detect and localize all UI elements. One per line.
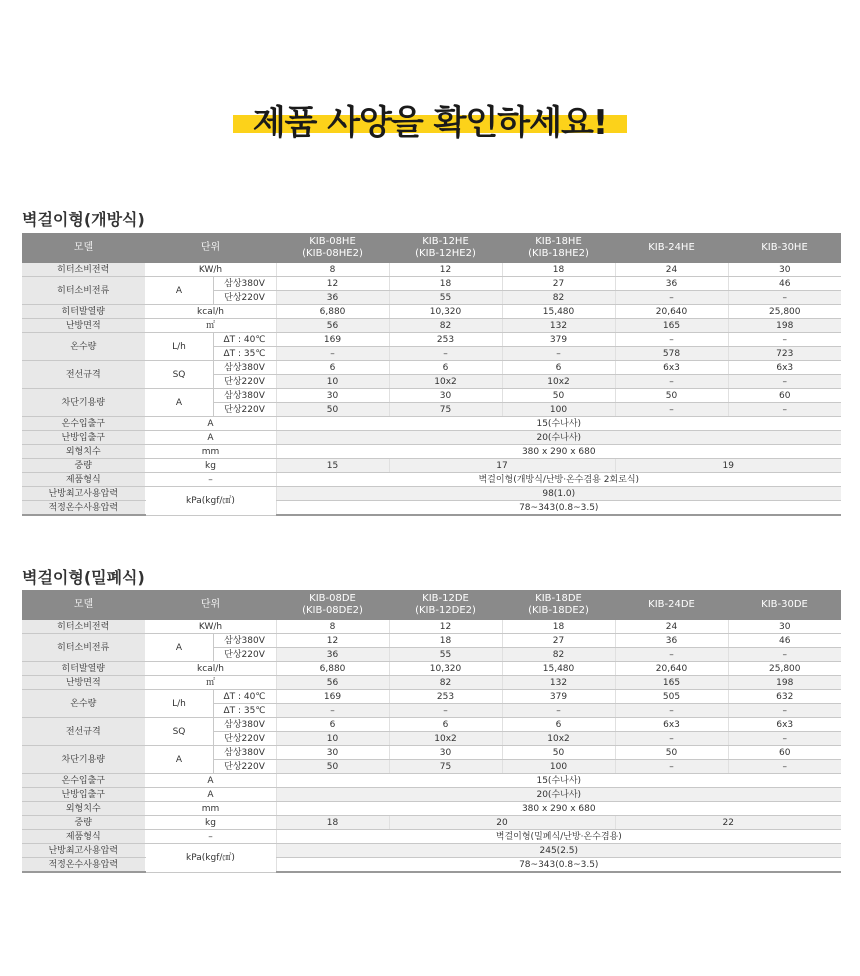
header-model-5: KIB-30HE (728, 233, 841, 263)
cell: 36 (276, 291, 389, 305)
model-alt: (KIB-08HE2) (302, 248, 363, 259)
cell: 6 (502, 718, 615, 732)
cell-merged: 17 (389, 459, 615, 473)
cell: 379 (502, 333, 615, 347)
cell: – (615, 333, 728, 347)
cell-merged: 78~343(0.8~3.5) (276, 501, 841, 516)
cell: 723 (728, 347, 841, 361)
cell: 55 (389, 291, 502, 305)
row-label: 히터발열량 (22, 662, 145, 676)
cell: – (502, 704, 615, 718)
cell: 18 (389, 634, 502, 648)
cell-merged: 380 x 290 x 680 (276, 445, 841, 459)
row-sub: 삼상380V (213, 361, 276, 375)
cell: 46 (728, 277, 841, 291)
row-optp (22, 501, 841, 516)
cell: – (615, 291, 728, 305)
row-unit: kg (145, 459, 276, 473)
header-row (22, 233, 841, 263)
cell: 18 (389, 277, 502, 291)
header-model-5: KIB-30DE (728, 590, 841, 620)
row-unit: ㎡ (145, 676, 276, 690)
cell: 198 (728, 319, 841, 333)
row-breaker-1 (22, 746, 841, 760)
cell: 198 (728, 676, 841, 690)
cell: 165 (615, 319, 728, 333)
cell-merged: 380 x 290 x 680 (276, 802, 841, 816)
cell-merged: 15(수나사) (276, 774, 841, 788)
row-sub: 단상220V (213, 375, 276, 389)
spec-table-closed (22, 590, 841, 873)
cell: 18 (502, 620, 615, 634)
cell: 60 (728, 746, 841, 760)
row-label: 외형치수 (22, 802, 145, 816)
cell: 253 (389, 333, 502, 347)
cell: 8 (276, 620, 389, 634)
cell: 56 (276, 676, 389, 690)
cell: 632 (728, 690, 841, 704)
row-dims (22, 802, 841, 816)
cell: 253 (389, 690, 502, 704)
row-sub: 삼상380V (213, 718, 276, 732)
cell: 6,880 (276, 305, 389, 319)
row-heat (22, 305, 841, 319)
row-unit: A (145, 431, 276, 445)
row-sub: 삼상380V (213, 277, 276, 291)
row-label: 온수량 (22, 690, 145, 718)
row-sub: 단상220V (213, 648, 276, 662)
row-unit: A (145, 389, 213, 417)
cell: 6 (389, 361, 502, 375)
row-label: 차단기용량 (22, 389, 145, 417)
cell: 169 (276, 690, 389, 704)
cell: – (276, 347, 389, 361)
row-label: 난방입출구 (22, 788, 145, 802)
cell-merged: 벽걸이형(밀폐식/난방·온수겸용) (276, 830, 841, 844)
cell: 12 (389, 263, 502, 277)
row-label: 적정온수사용압력 (22, 501, 145, 516)
row-unit: A (145, 788, 276, 802)
cell: – (728, 333, 841, 347)
cell-merged: 20(수나사) (276, 788, 841, 802)
cell: 60 (728, 389, 841, 403)
cell: 20,640 (615, 662, 728, 676)
row-sub: ΔT : 35℃ (213, 704, 276, 718)
row-label: 중량 (22, 459, 145, 473)
row-current-1 (22, 634, 841, 648)
cell: 55 (389, 648, 502, 662)
row-unit: SQ (145, 718, 213, 746)
row-unit: mm (145, 445, 276, 459)
row-power (22, 263, 841, 277)
cell: 18 (276, 816, 389, 830)
row-unit: – (145, 473, 276, 487)
row-label: 전선규격 (22, 361, 145, 389)
row-unit: L/h (145, 333, 213, 361)
row-current-1 (22, 277, 841, 291)
cell: 24 (615, 620, 728, 634)
cell: 6 (276, 718, 389, 732)
cell: 25,800 (728, 305, 841, 319)
cell: 6x3 (728, 718, 841, 732)
cell: 50 (615, 746, 728, 760)
cell: 50 (615, 389, 728, 403)
row-sub: 삼상380V (213, 389, 276, 403)
model-alt: (KIB-18DE2) (528, 605, 589, 616)
row-unit: SQ (145, 361, 213, 389)
row-sub: 삼상380V (213, 634, 276, 648)
header-model-3 (502, 233, 615, 263)
row-unit: KW/h (145, 620, 276, 634)
row-unit: kcal/h (145, 305, 276, 319)
cell: 50 (276, 760, 389, 774)
row-sub: 단상220V (213, 403, 276, 417)
row-unit: A (145, 277, 213, 305)
row-type (22, 830, 841, 844)
cell: 46 (728, 634, 841, 648)
cell: – (615, 375, 728, 389)
row-label: 전선규격 (22, 718, 145, 746)
model-alt: (KIB-08DE2) (302, 605, 363, 616)
model-name: KIB-08HE (309, 236, 356, 247)
row-label: 외형치수 (22, 445, 145, 459)
cell: 6 (502, 361, 615, 375)
cell: 6x3 (728, 361, 841, 375)
cell: 75 (389, 403, 502, 417)
cell: – (728, 760, 841, 774)
cell: – (728, 704, 841, 718)
row-water-1 (22, 690, 841, 704)
cell: 15,480 (502, 662, 615, 676)
row-label: 난방입출구 (22, 431, 145, 445)
row-sub: ΔT : 40℃ (213, 690, 276, 704)
row-unit: KW/h (145, 263, 276, 277)
row-breaker-1 (22, 389, 841, 403)
row-label: 제품형식 (22, 830, 145, 844)
row-unit: – (145, 830, 276, 844)
row-label: 난방면적 (22, 319, 145, 333)
cell: – (502, 347, 615, 361)
row-label: 차단기용량 (22, 746, 145, 774)
cell: – (615, 732, 728, 746)
row-sub: ΔT : 40℃ (213, 333, 276, 347)
cell: – (728, 403, 841, 417)
model-name: KIB-08DE (309, 593, 356, 604)
row-unit: A (145, 774, 276, 788)
cell: – (389, 347, 502, 361)
cell-merged: 98(1.0) (276, 487, 841, 501)
spec-table-open (22, 233, 841, 516)
cell: 27 (502, 634, 615, 648)
cell: 379 (502, 690, 615, 704)
row-unit: A (145, 746, 213, 774)
cell: – (389, 704, 502, 718)
row-area (22, 319, 841, 333)
row-heat (22, 662, 841, 676)
cell: 169 (276, 333, 389, 347)
cell-merged: 20 (389, 816, 615, 830)
cell: – (728, 648, 841, 662)
cell-merged: 22 (615, 816, 841, 830)
cell: 30 (728, 620, 841, 634)
cell: 24 (615, 263, 728, 277)
cell: 10x2 (389, 375, 502, 389)
cell: 132 (502, 319, 615, 333)
row-unit: ㎡ (145, 319, 276, 333)
model-name: KIB-12DE (422, 593, 469, 604)
cell: 50 (502, 746, 615, 760)
row-maxp (22, 844, 841, 858)
cell: 36 (615, 277, 728, 291)
cell: 10,320 (389, 305, 502, 319)
row-label: 제품형식 (22, 473, 145, 487)
cell: 15,480 (502, 305, 615, 319)
cell: 50 (276, 403, 389, 417)
row-label: 히터소비전류 (22, 277, 145, 305)
cell: 30 (389, 746, 502, 760)
cell-merged: 20(수나사) (276, 431, 841, 445)
cell: 10x2 (389, 732, 502, 746)
cell: 20,640 (615, 305, 728, 319)
cell-merged: 78~343(0.8~3.5) (276, 858, 841, 873)
row-heat-inlet (22, 788, 841, 802)
cell: – (615, 760, 728, 774)
row-sub: 단상220V (213, 760, 276, 774)
row-type (22, 473, 841, 487)
cell: 36 (615, 634, 728, 648)
cell: 132 (502, 676, 615, 690)
header-unit: 단위 (145, 590, 276, 620)
cell: 6,880 (276, 662, 389, 676)
cell: – (728, 291, 841, 305)
row-optp (22, 858, 841, 873)
headline-wrap (253, 95, 608, 144)
row-unit: L/h (145, 690, 213, 718)
cell: 15 (276, 459, 389, 473)
row-label: 적정온수사용압력 (22, 858, 145, 873)
row-label: 난방면적 (22, 676, 145, 690)
cell: 6x3 (615, 361, 728, 375)
cell: 505 (615, 690, 728, 704)
row-label: 히터소비전력 (22, 620, 145, 634)
cell: – (615, 648, 728, 662)
row-area (22, 676, 841, 690)
header-model-1 (276, 233, 389, 263)
headline-text: 제품 사양을 확인하세요! (252, 103, 608, 143)
cell-merged: 245(2.5) (276, 844, 841, 858)
row-inlet (22, 774, 841, 788)
header-unit: 단위 (145, 233, 276, 263)
cell: – (728, 732, 841, 746)
cell: 75 (389, 760, 502, 774)
cell: – (615, 403, 728, 417)
section-title-open: 벽걸이형(개방식) (22, 210, 145, 229)
cell: 30 (389, 389, 502, 403)
cell: 12 (276, 277, 389, 291)
headline (0, 95, 860, 144)
cell: 50 (502, 389, 615, 403)
cell-merged: 19 (615, 459, 841, 473)
row-unit: A (145, 417, 276, 431)
cell: 10x2 (502, 732, 615, 746)
row-unit: kPa(kgf/㎠) (145, 487, 276, 516)
model-alt: (KIB-12DE2) (415, 605, 476, 616)
row-wire-1 (22, 718, 841, 732)
row-sub: 단상220V (213, 732, 276, 746)
row-weight (22, 816, 841, 830)
header-model-2 (389, 590, 502, 620)
cell: 10 (276, 375, 389, 389)
cell: 12 (276, 634, 389, 648)
row-inlet (22, 417, 841, 431)
row-label: 온수입출구 (22, 417, 145, 431)
cell: 6 (276, 361, 389, 375)
row-unit: kg (145, 816, 276, 830)
cell: 27 (502, 277, 615, 291)
cell: 6 (389, 718, 502, 732)
section-title-closed: 벽걸이형(밀폐식) (22, 568, 145, 587)
cell: 36 (276, 648, 389, 662)
model-name: KIB-18DE (535, 593, 582, 604)
header-model-2 (389, 233, 502, 263)
row-label: 히터소비전력 (22, 263, 145, 277)
header-model: 모델 (22, 233, 145, 263)
row-weight (22, 459, 841, 473)
row-sub: 단상220V (213, 291, 276, 305)
row-label: 히터발열량 (22, 305, 145, 319)
cell: 82 (502, 291, 615, 305)
model-alt: (KIB-18HE2) (528, 248, 589, 259)
row-label: 난방최고사용압력 (22, 844, 145, 858)
cell-merged: 15(수나사) (276, 417, 841, 431)
cell: 30 (728, 263, 841, 277)
row-power (22, 620, 841, 634)
model-name: KIB-12HE (422, 236, 469, 247)
cell: 82 (502, 648, 615, 662)
row-label: 난방최고사용압력 (22, 487, 145, 501)
row-sub: ΔT : 35℃ (213, 347, 276, 361)
cell: 82 (389, 676, 502, 690)
cell-merged: 벽걸이형(개방식/난방·온수겸용 2회로식) (276, 473, 841, 487)
row-label: 온수입출구 (22, 774, 145, 788)
cell: 30 (276, 389, 389, 403)
cell: 6x3 (615, 718, 728, 732)
header-model-1 (276, 590, 389, 620)
row-water-1 (22, 333, 841, 347)
cell: 82 (389, 319, 502, 333)
cell: 578 (615, 347, 728, 361)
row-wire-1 (22, 361, 841, 375)
cell: – (276, 704, 389, 718)
cell: 10,320 (389, 662, 502, 676)
model-alt: (KIB-12HE2) (415, 248, 476, 259)
row-unit: A (145, 634, 213, 662)
cell: 165 (615, 676, 728, 690)
cell: 10 (276, 732, 389, 746)
row-dims (22, 445, 841, 459)
cell: 25,800 (728, 662, 841, 676)
cell: – (615, 704, 728, 718)
cell: 30 (276, 746, 389, 760)
header-row (22, 590, 841, 620)
cell: 56 (276, 319, 389, 333)
row-heat-inlet (22, 431, 841, 445)
row-label: 온수량 (22, 333, 145, 361)
row-maxp (22, 487, 841, 501)
header-model-3 (502, 590, 615, 620)
cell: – (728, 375, 841, 389)
cell: 10x2 (502, 375, 615, 389)
model-name: KIB-18HE (535, 236, 582, 247)
row-unit: mm (145, 802, 276, 816)
row-sub: 삼상380V (213, 746, 276, 760)
row-label: 중량 (22, 816, 145, 830)
cell: 18 (502, 263, 615, 277)
header-model: 모델 (22, 590, 145, 620)
row-unit: kcal/h (145, 662, 276, 676)
row-label: 히터소비전류 (22, 634, 145, 662)
cell: 100 (502, 403, 615, 417)
cell: 8 (276, 263, 389, 277)
cell: 12 (389, 620, 502, 634)
cell: 100 (502, 760, 615, 774)
header-model-4: KIB-24HE (615, 233, 728, 263)
header-model-4: KIB-24DE (615, 590, 728, 620)
row-unit: kPa(kgf/㎠) (145, 844, 276, 873)
